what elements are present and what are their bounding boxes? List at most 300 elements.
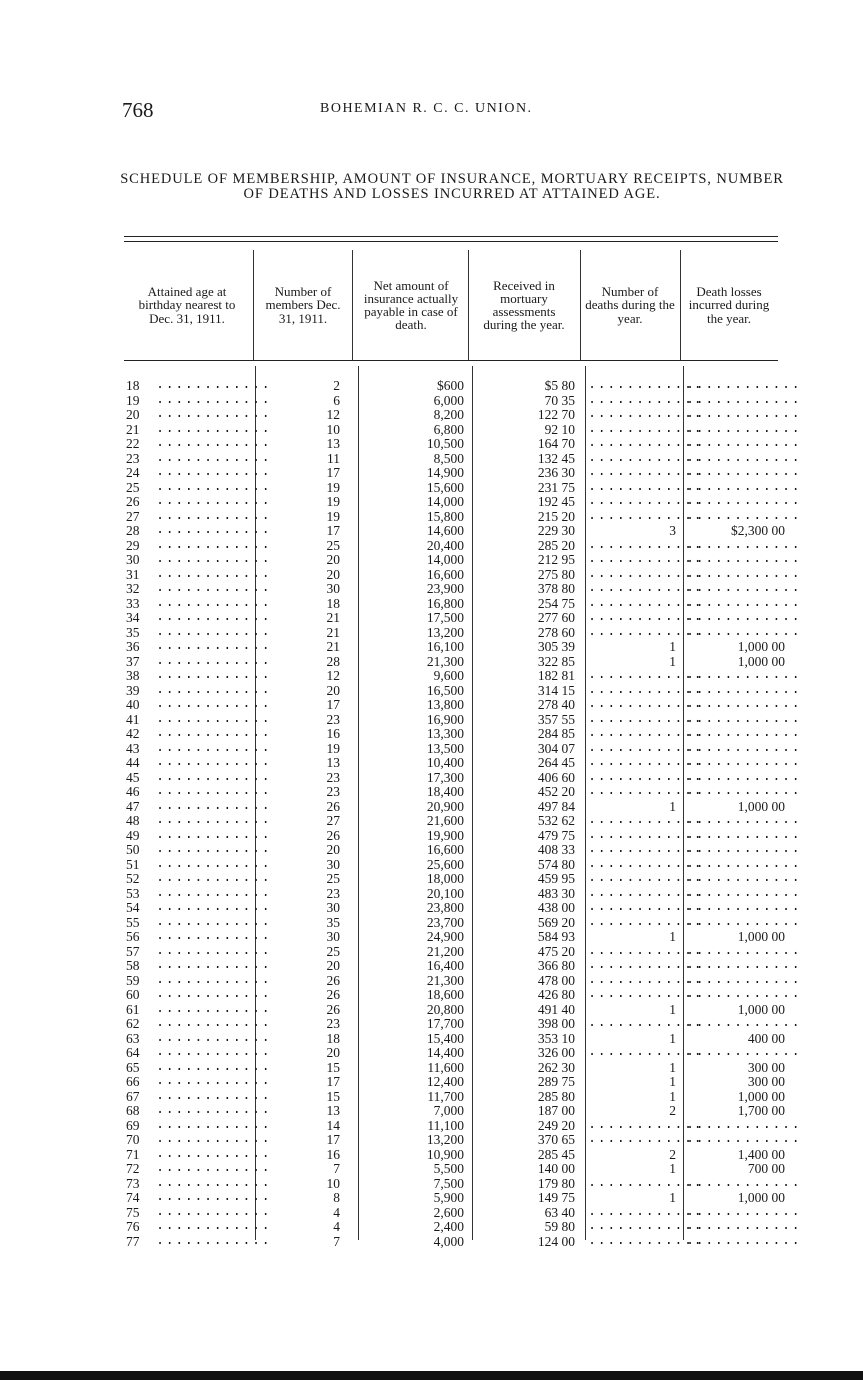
row-received: 532 62	[537, 813, 575, 828]
row-insurance: 16,500	[426, 682, 464, 698]
row-deaths-leader: ............	[588, 421, 704, 437]
row-received: 322 85	[537, 653, 575, 669]
row-members: 15	[326, 1059, 340, 1075]
row-insurance: 10,400	[426, 755, 464, 770]
row-received: 483 30	[537, 885, 575, 901]
row-insurance: 10,500	[426, 436, 464, 451]
row-leader: ............	[156, 842, 272, 857]
row-age: 74	[126, 1190, 140, 1205]
row-received: 438 00	[537, 900, 575, 915]
row-losses: 400 00	[747, 1030, 785, 1046]
row-leader: ............	[156, 450, 272, 466]
row-insurance: 11,100	[427, 1117, 464, 1133]
row-insurance: 15,600	[426, 479, 464, 495]
row-members: 18	[326, 1030, 340, 1046]
row-leader: ............	[156, 537, 272, 553]
scan-edge	[0, 1371, 863, 1380]
row-deaths: 1	[669, 1001, 676, 1017]
row-deaths: 2	[669, 1146, 676, 1162]
row-leader: ............	[156, 740, 272, 756]
row-leader: ............	[156, 668, 272, 683]
row-leader: ............	[156, 653, 272, 669]
row-members: 26	[326, 1001, 340, 1017]
row-deaths-leader: ............	[588, 1204, 704, 1220]
row-insurance: 13,200	[426, 1132, 464, 1147]
row-insurance: 21,300	[426, 972, 464, 988]
row-deaths-leader: ............	[588, 1045, 704, 1060]
row-leader: ............	[156, 914, 272, 930]
row-deaths-leader: ............	[588, 1219, 704, 1234]
row-insurance: 12,400	[426, 1074, 464, 1089]
row-deaths-leader: ............	[588, 1233, 704, 1249]
row-losses-leader: ............	[686, 842, 802, 857]
row-leader: ............	[156, 494, 272, 509]
row-leader: ............	[156, 1161, 272, 1176]
row-age: 73	[126, 1175, 140, 1191]
row-received: 192 45	[537, 494, 575, 509]
row-insurance: 16,600	[426, 566, 464, 582]
row-age: 51	[126, 856, 140, 872]
row-received: 285 45	[537, 1146, 575, 1162]
row-insurance: 15,400	[426, 1030, 464, 1046]
row-losses-leader: ............	[686, 624, 802, 640]
row-leader: ............	[156, 972, 272, 988]
row-deaths-leader: ............	[588, 755, 704, 770]
row-deaths-leader: ............	[588, 450, 704, 466]
row-members: 26	[326, 827, 340, 843]
row-received: 92 10	[544, 421, 575, 437]
column-divider	[358, 366, 359, 1240]
row-leader: ............	[156, 1001, 272, 1017]
row-deaths-leader: ............	[588, 682, 704, 698]
row-insurance: 16,600	[426, 842, 464, 857]
row-losses-leader: ............	[686, 827, 802, 843]
row-insurance: 18,400	[426, 784, 464, 799]
row-age: 68	[126, 1103, 140, 1118]
row-members: 30	[326, 581, 340, 596]
row-deaths: 1	[669, 1059, 676, 1075]
row-age: 31	[126, 566, 140, 582]
row-received: 452 20	[537, 784, 575, 799]
row-losses: 1,000 00	[737, 929, 785, 944]
row-age: 59	[126, 972, 140, 988]
row-deaths-leader: ............	[588, 943, 704, 959]
row-members: 6	[333, 392, 340, 408]
row-received: 122 70	[537, 407, 575, 422]
row-members: 23	[326, 784, 340, 799]
row-deaths-leader: ............	[588, 813, 704, 828]
row-insurance: 24,900	[426, 929, 464, 944]
row-leader: ............	[156, 1074, 272, 1089]
row-leader: ............	[156, 1059, 272, 1075]
row-losses-leader: ............	[686, 392, 802, 408]
row-leader: ............	[156, 465, 272, 480]
row-age: 50	[126, 842, 140, 857]
row-received: 408 33	[537, 842, 575, 857]
row-age: 62	[126, 1016, 140, 1031]
column-header-deaths: Number of deaths during the year.	[585, 284, 675, 326]
row-leader: ............	[156, 1190, 272, 1205]
row-losses-leader: ............	[686, 871, 802, 886]
row-age: 37	[126, 653, 140, 669]
row-age: 69	[126, 1117, 140, 1133]
row-leader: ............	[156, 900, 272, 915]
row-leader: ............	[156, 1233, 272, 1249]
row-age: 58	[126, 958, 140, 973]
row-deaths-leader: ............	[588, 914, 704, 930]
row-members: 19	[326, 508, 340, 524]
row-deaths: 1	[669, 1088, 676, 1104]
row-received: 497 84	[537, 798, 575, 814]
row-losses-leader: ............	[686, 682, 802, 698]
row-insurance: 11,600	[427, 1059, 464, 1075]
row-losses-leader: ............	[686, 1132, 802, 1147]
row-insurance: 5,900	[433, 1190, 464, 1205]
row-leader: ............	[156, 1132, 272, 1147]
row-leader: ............	[156, 987, 272, 1002]
running-head: BOHEMIAN R. C. C. UNION.	[320, 101, 533, 116]
row-received: 284 85	[537, 726, 575, 741]
row-losses: $2,300 00	[731, 523, 785, 538]
row-members: 20	[326, 682, 340, 698]
row-received: 285 20	[537, 537, 575, 553]
row-deaths-leader: ............	[588, 711, 704, 727]
row-received: 285 80	[537, 1088, 575, 1104]
row-received: 370 65	[537, 1132, 575, 1147]
top-rule-inner	[124, 241, 778, 242]
row-deaths-leader: ............	[588, 1117, 704, 1133]
row-members: 30	[326, 929, 340, 944]
row-leader: ............	[156, 1088, 272, 1104]
row-insurance: 6,000	[433, 392, 464, 408]
row-age: 55	[126, 914, 140, 930]
row-losses: 1,400 00	[737, 1146, 785, 1162]
row-losses-leader: ............	[686, 407, 802, 422]
row-losses-leader: ............	[686, 1117, 802, 1133]
row-leader: ............	[156, 1204, 272, 1220]
row-age: 48	[126, 813, 140, 828]
row-deaths: 1	[669, 1030, 676, 1046]
row-losses-leader: ............	[686, 465, 802, 480]
row-received: 426 80	[537, 987, 575, 1002]
row-members: 16	[326, 726, 340, 741]
row-age: 65	[126, 1059, 140, 1075]
row-members: 7	[333, 1233, 340, 1249]
row-members: 25	[326, 537, 340, 553]
row-losses-leader: ............	[686, 479, 802, 495]
row-members: 30	[326, 856, 340, 872]
row-members: 12	[326, 407, 340, 422]
row-losses: 1,000 00	[737, 798, 785, 814]
row-leader: ............	[156, 523, 272, 538]
row-leader: ............	[156, 1219, 272, 1234]
row-losses-leader: ............	[686, 943, 802, 959]
row-received: 264 45	[537, 755, 575, 770]
row-losses-leader: ............	[686, 668, 802, 683]
row-age: 28	[126, 523, 140, 538]
row-losses: 1,000 00	[737, 653, 785, 669]
row-received: 124 00	[537, 1233, 575, 1249]
row-insurance: 13,200	[426, 624, 464, 640]
row-deaths-leader: ............	[588, 465, 704, 480]
row-insurance: 21,300	[426, 653, 464, 669]
row-age: 63	[126, 1030, 140, 1046]
row-losses: 300 00	[747, 1074, 785, 1089]
row-deaths-leader: ............	[588, 1016, 704, 1031]
row-received: 491 40	[537, 1001, 575, 1017]
row-losses-leader: ............	[686, 856, 802, 872]
row-losses-leader: ............	[686, 508, 802, 524]
row-members: 17	[326, 697, 340, 712]
row-age: 42	[126, 726, 140, 741]
row-leader: ............	[156, 1016, 272, 1031]
row-losses-leader: ............	[686, 711, 802, 727]
row-members: 2	[333, 378, 340, 393]
row-insurance: 23,700	[426, 914, 464, 930]
row-leader: ............	[156, 1030, 272, 1046]
row-insurance: 4,000	[433, 1233, 464, 1249]
row-received: 182 81	[537, 668, 575, 683]
row-members: 13	[326, 436, 340, 451]
row-received: 366 80	[537, 958, 575, 973]
row-members: 25	[326, 943, 340, 959]
row-received: 289 75	[537, 1074, 575, 1089]
row-age: 60	[126, 987, 140, 1002]
row-age: 77	[126, 1233, 140, 1249]
row-deaths-leader: ............	[588, 900, 704, 915]
row-insurance: 14,600	[426, 523, 464, 538]
row-insurance: 15,800	[426, 508, 464, 524]
column-divider	[352, 250, 353, 360]
row-age: 19	[126, 392, 140, 408]
row-losses: 1,000 00	[737, 1001, 785, 1017]
row-age: 47	[126, 798, 140, 814]
row-received: 478 00	[537, 972, 575, 988]
row-received: $5 80	[544, 378, 575, 393]
row-leader: ............	[156, 566, 272, 582]
row-leader: ............	[156, 378, 272, 393]
row-losses: 1,000 00	[737, 1190, 785, 1205]
row-members: 23	[326, 1016, 340, 1031]
row-leader: ............	[156, 885, 272, 901]
row-deaths-leader: ............	[588, 885, 704, 901]
row-insurance: 10,900	[426, 1146, 464, 1162]
row-received: 278 60	[537, 624, 575, 640]
row-deaths-leader: ............	[588, 537, 704, 553]
row-insurance: 16,900	[426, 711, 464, 727]
row-deaths-leader: ............	[588, 668, 704, 683]
row-insurance: 8,200	[433, 407, 464, 422]
column-divider	[580, 250, 581, 360]
row-insurance: 20,100	[426, 885, 464, 901]
row-deaths-leader: ............	[588, 769, 704, 785]
row-losses-leader: ............	[686, 755, 802, 770]
row-age: 29	[126, 537, 140, 553]
row-losses: 1,700 00	[737, 1103, 785, 1118]
row-age: 21	[126, 421, 140, 437]
row-received: 70 35	[544, 392, 575, 408]
row-deaths-leader: ............	[588, 552, 704, 567]
row-losses-leader: ............	[686, 1175, 802, 1191]
row-members: 11	[327, 450, 340, 466]
column-divider	[680, 250, 681, 360]
row-insurance: 2,400	[433, 1219, 464, 1234]
row-age: 57	[126, 943, 140, 959]
row-members: 19	[326, 740, 340, 756]
row-received: 140 00	[537, 1161, 575, 1176]
row-deaths-leader: ............	[588, 972, 704, 988]
row-received: 398 00	[537, 1016, 575, 1031]
row-losses-leader: ............	[686, 885, 802, 901]
row-age: 53	[126, 885, 140, 901]
row-deaths: 1	[669, 1190, 676, 1205]
row-deaths-leader: ............	[588, 494, 704, 509]
row-losses-leader: ............	[686, 900, 802, 915]
row-age: 34	[126, 610, 140, 625]
row-received: 406 60	[537, 769, 575, 785]
row-members: 4	[333, 1219, 340, 1234]
row-leader: ............	[156, 407, 272, 422]
column-divider	[253, 250, 254, 360]
row-members: 21	[326, 624, 340, 640]
top-rule	[124, 236, 778, 237]
row-leader: ............	[156, 784, 272, 799]
row-age: 32	[126, 581, 140, 596]
row-losses: 300 00	[747, 1059, 785, 1075]
row-losses-leader: ............	[686, 1233, 802, 1249]
row-deaths-leader: ............	[588, 1132, 704, 1147]
row-members: 19	[326, 479, 340, 495]
row-leader: ............	[156, 856, 272, 872]
row-deaths-leader: ............	[588, 784, 704, 799]
row-received: 63 40	[544, 1204, 575, 1220]
row-age: 26	[126, 494, 140, 509]
row-leader: ............	[156, 595, 272, 611]
row-age: 76	[126, 1219, 140, 1234]
row-insurance: 13,800	[426, 697, 464, 712]
row-losses-leader: ............	[686, 1045, 802, 1060]
column-header-insurance: Net amount of insurance actually payable in case of death.	[363, 277, 459, 333]
row-losses-leader: ............	[686, 436, 802, 451]
row-age: 66	[126, 1074, 140, 1089]
row-members: 15	[326, 1088, 340, 1104]
row-age: 18	[126, 378, 140, 393]
row-age: 36	[126, 639, 140, 654]
row-losses: 1,000 00	[737, 1088, 785, 1104]
row-age: 44	[126, 755, 140, 770]
row-losses-leader: ............	[686, 987, 802, 1002]
row-insurance: 20,400	[426, 537, 464, 553]
row-deaths-leader: ............	[588, 595, 704, 611]
row-received: 378 80	[537, 581, 575, 596]
row-received: 187 00	[537, 1103, 575, 1118]
row-deaths-leader: ............	[588, 697, 704, 712]
row-deaths: 1	[669, 929, 676, 944]
row-leader: ............	[156, 610, 272, 625]
row-age: 72	[126, 1161, 140, 1176]
row-age: 22	[126, 436, 140, 451]
row-members: 26	[326, 987, 340, 1002]
row-leader: ............	[156, 755, 272, 770]
row-leader: ............	[156, 711, 272, 727]
row-insurance: 13,500	[426, 740, 464, 756]
row-insurance: $600	[437, 378, 464, 393]
row-members: 20	[326, 566, 340, 582]
row-received: 584 93	[537, 929, 575, 944]
row-losses-leader: ............	[686, 813, 802, 828]
row-leader: ............	[156, 508, 272, 524]
row-deaths-leader: ............	[588, 842, 704, 857]
row-leader: ............	[156, 436, 272, 451]
row-losses: 700 00	[747, 1161, 785, 1176]
row-insurance: 7,500	[433, 1175, 464, 1191]
row-losses-leader: ............	[686, 784, 802, 799]
row-deaths-leader: ............	[588, 726, 704, 741]
row-age: 41	[126, 711, 140, 727]
row-age: 20	[126, 407, 140, 422]
row-members: 35	[326, 914, 340, 930]
row-received: 353 10	[537, 1030, 575, 1046]
row-members: 28	[326, 653, 340, 669]
row-members: 20	[326, 958, 340, 973]
row-insurance: 23,900	[426, 581, 464, 596]
row-members: 20	[326, 1045, 340, 1060]
row-age: 35	[126, 624, 140, 640]
row-age: 67	[126, 1088, 140, 1104]
row-received: 229 30	[537, 523, 575, 538]
row-deaths-leader: ............	[588, 581, 704, 596]
row-insurance: 17,300	[426, 769, 464, 785]
row-losses-leader: ............	[686, 769, 802, 785]
row-deaths: 3	[669, 523, 676, 538]
row-deaths-leader: ............	[588, 479, 704, 495]
row-members: 25	[326, 871, 340, 886]
row-insurance: 7,000	[433, 1103, 464, 1118]
row-deaths-leader: ............	[588, 958, 704, 973]
row-members: 26	[326, 798, 340, 814]
column-divider	[472, 366, 473, 1240]
row-age: 40	[126, 697, 140, 712]
row-members: 19	[326, 494, 340, 509]
row-received: 236 30	[537, 465, 575, 480]
row-insurance: 21,600	[426, 813, 464, 828]
row-insurance: 25,600	[426, 856, 464, 872]
row-deaths: 1	[669, 639, 676, 654]
column-divider	[468, 250, 469, 360]
row-received: 164 70	[537, 436, 575, 451]
row-leader: ............	[156, 1117, 272, 1133]
row-insurance: 14,000	[426, 494, 464, 509]
row-losses-leader: ............	[686, 595, 802, 611]
row-members: 16	[326, 1146, 340, 1162]
row-received: 249 20	[537, 1117, 575, 1133]
row-insurance: 14,900	[426, 465, 464, 480]
header-rule	[124, 360, 778, 361]
row-insurance: 18,600	[426, 987, 464, 1002]
row-leader: ............	[156, 479, 272, 495]
row-members: 21	[326, 639, 340, 654]
column-header-age: Attained age at birthday nearest to Dec. 31, 1911.	[138, 284, 236, 326]
row-insurance: 9,600	[433, 668, 464, 683]
row-received: 459 95	[537, 871, 575, 886]
row-received: 277 60	[537, 610, 575, 625]
row-members: 7	[333, 1161, 340, 1176]
row-losses-leader: ............	[686, 566, 802, 582]
row-insurance: 14,000	[426, 552, 464, 567]
row-received: 475 20	[537, 943, 575, 959]
row-members: 17	[326, 1074, 340, 1089]
row-leader: ............	[156, 1146, 272, 1162]
